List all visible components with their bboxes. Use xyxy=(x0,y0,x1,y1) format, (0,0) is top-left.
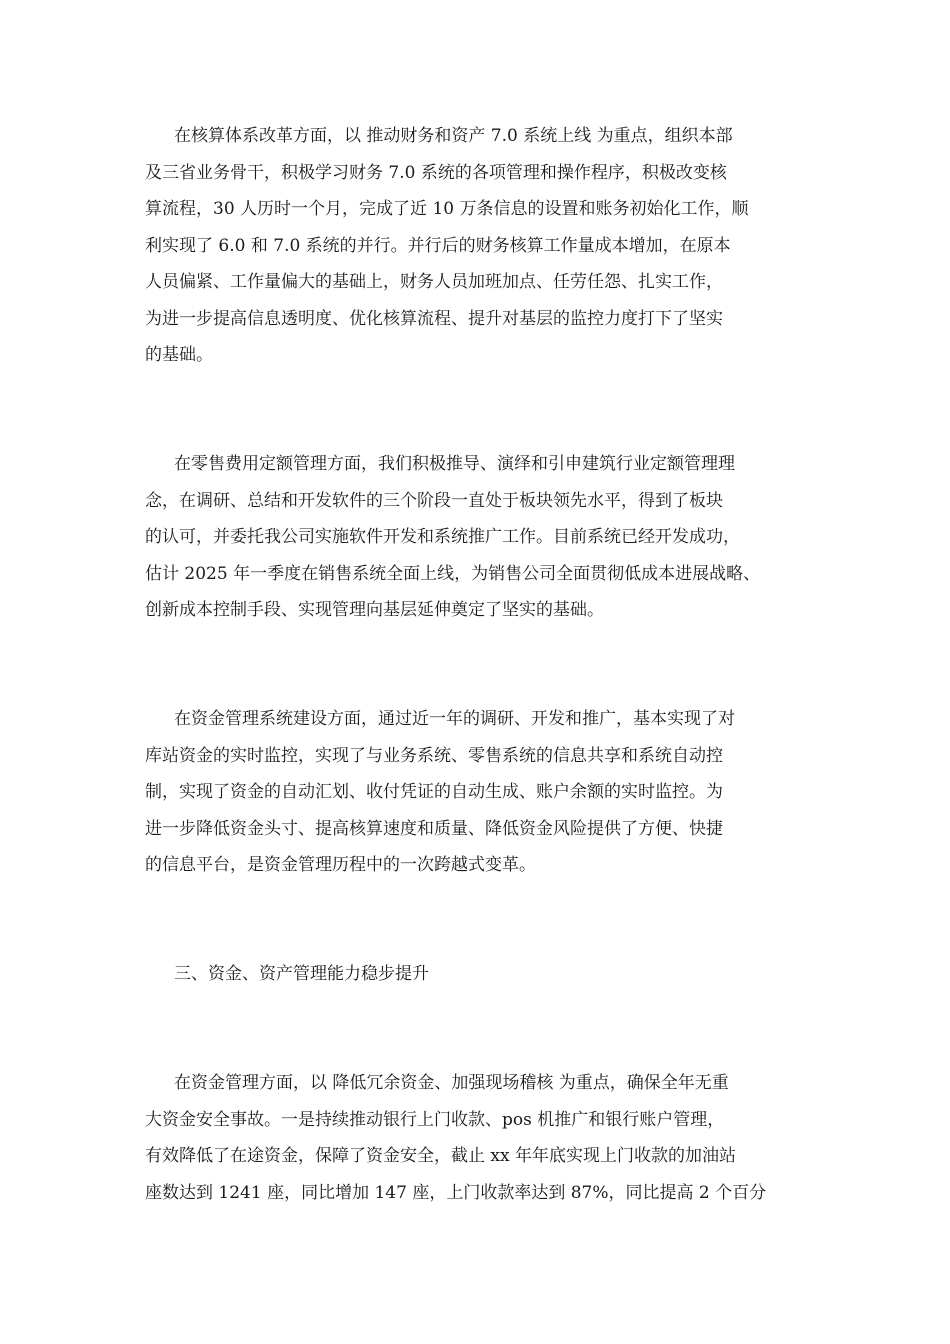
paragraph-line: 的信息平台，是资金管理历程中的一次跨越式变革。 xyxy=(145,855,536,875)
paragraph-line: 在资金管理方面，以 降低冗余资金、加强现场稽核 为重点，确保全年无重 xyxy=(174,1073,729,1093)
paragraph-line: 及三省业务骨干，积极学习财务 7.0 系统的各项管理和操作程序，积极改变核 xyxy=(145,162,727,183)
paragraph-line: 估计 2025 年一季度在销售系统全面上线，为销售公司全面贯彻低成本进展战略、 xyxy=(145,563,761,584)
paragraph-line: 座数达到 1241 座，同比增加 147 座，上门收款率达到 87%，同比提高 2 个百分 xyxy=(145,1182,767,1203)
paragraph-line: 进一步降低资金头寸、提高核算速度和质量、降低资金风险提供了方便、快捷 xyxy=(145,818,723,839)
paragraph-line: 制，实现了资金的自动汇划、收付凭证的自动生成、账户余额的实时监控。为 xyxy=(145,782,723,802)
paragraph-retail-quota xyxy=(145,446,825,629)
section-heading-text: 三、资金、资产管理能力稳步提升 xyxy=(174,964,429,984)
paragraph-fund-system xyxy=(145,701,825,884)
paragraph-line: 人员偏紧、工作量偏大的基础上，财务人员加班加点、任劳任怨、扎实工作， xyxy=(145,272,723,292)
paragraph-line: 念，在调研、总结和开发软件的三个阶段一直处于板块领先水平，得到了板块 xyxy=(145,490,723,511)
paragraph-line: 的认可，并委托我公司实施软件开发和系统推广工作。目前系统已经开发成功， xyxy=(145,527,740,547)
paragraph-line: 利实现了 6.0 和 7.0 系统的并行。并行后的财务核算工作量成本增加，在原本 xyxy=(145,235,731,256)
paragraph-line: 在核算体系改革方面，以 推动财务和资产 7.0 系统上线 为重点，组织本部 xyxy=(174,126,733,146)
paragraph-line: 在零售费用定额管理方面，我们积极推导、演绎和引申建筑行业定额管理理 xyxy=(174,454,735,474)
paragraph-fund-management xyxy=(145,1065,825,1211)
paragraph-line: 为进一步提高信息透明度、优化核算流程、提升对基层的监控力度打下了坚实 xyxy=(145,308,723,329)
paragraph-line: 在资金管理系统建设方面，通过近一年的调研、开发和推广，基本实现了对 xyxy=(174,709,735,729)
paragraph-line: 大资金安全事故。一是持续推动银行上门收款、pos 机推广和银行账户管理， xyxy=(145,1109,725,1130)
paragraph-line: 有效降低了在途资金，保障了资金安全，截止 xx 年年底实现上门收款的加油站 xyxy=(145,1146,736,1166)
section-heading xyxy=(145,956,825,993)
paragraph-accounting-reform xyxy=(145,118,825,374)
paragraph-line: 创新成本控制手段、实现管理向基层延伸奠定了坚实的基础。 xyxy=(145,600,604,620)
paragraph-line: 的基础。 xyxy=(145,345,213,365)
paragraph-line: 库站资金的实时监控，实现了与业务系统、零售系统的信息共享和系统自动控 xyxy=(145,745,723,766)
paragraph-line: 算流程，30 人历时一个月，完成了近 10 万条信息的设置和账务初始化工作，顺 xyxy=(145,199,749,219)
